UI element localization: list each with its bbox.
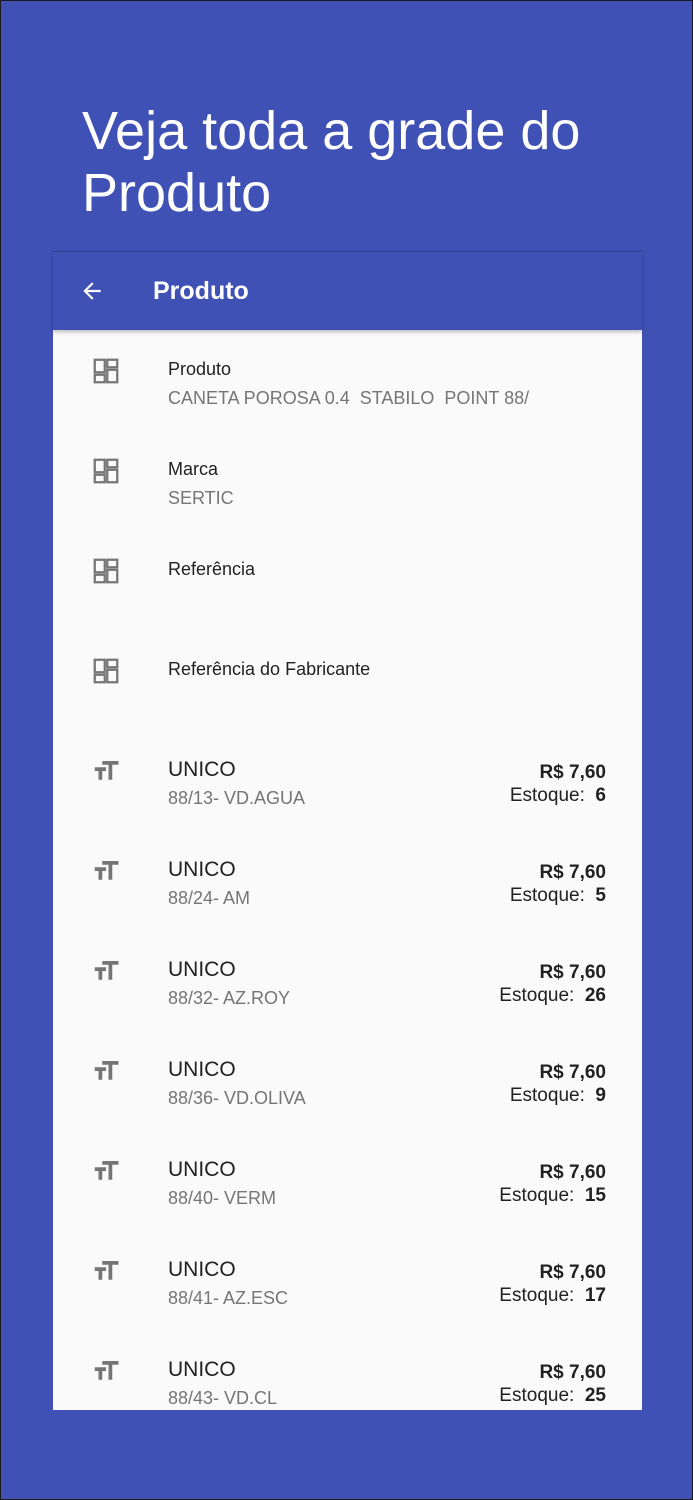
variant-row[interactable]	[53, 1130, 642, 1230]
variant-color: 88/24- AM	[168, 888, 251, 908]
detail-label: Referência do Fabricante	[168, 659, 371, 679]
stock-label: Estoque:	[499, 985, 575, 1006]
variant-size: UNICO	[168, 1058, 236, 1081]
variant-stock	[510, 1085, 606, 1107]
stock-label: Estoque:	[499, 1185, 575, 1206]
variant-price: R$ 7,60	[539, 962, 606, 983]
stock-label: Estoque:	[499, 1385, 575, 1406]
promo-headline: Veja toda a grade do Produto	[82, 101, 581, 223]
variant-row[interactable]	[53, 830, 642, 930]
stock-label: Estoque:	[509, 885, 585, 906]
variant-stock	[510, 885, 606, 907]
stock-quantity: 26	[584, 985, 606, 1006]
variant-row[interactable]	[53, 930, 642, 1030]
text-size-icon	[91, 756, 121, 786]
stock-quantity: 6	[595, 785, 606, 806]
stock-quantity: 9	[595, 1085, 606, 1106]
stock-quantity: 25	[584, 1385, 606, 1406]
variant-price: R$ 7,60	[539, 762, 606, 783]
dashboard-grid-icon	[91, 656, 121, 686]
stock-label: Estoque:	[499, 1285, 575, 1306]
product-grid-list[interactable]	[53, 330, 642, 1410]
variant-row[interactable]	[53, 1330, 642, 1410]
variant-row[interactable]	[53, 1030, 642, 1130]
variant-stock	[499, 1285, 606, 1307]
variant-color: 88/40- VERM	[168, 1188, 277, 1208]
stock-label: Estoque:	[509, 1085, 585, 1106]
back-button[interactable]	[69, 268, 115, 314]
stock-label: Estoque:	[509, 785, 585, 806]
text-size-icon	[91, 856, 121, 886]
detail-label: Referência	[168, 559, 256, 579]
variant-color: 88/41- AZ.ESC	[168, 1288, 289, 1308]
stock-quantity: 17	[584, 1285, 606, 1306]
variant-price: R$ 7,60	[539, 862, 606, 883]
detail-row-referencia[interactable]	[53, 530, 642, 630]
variant-color: 88/13- VD.AGUA	[168, 788, 306, 808]
variant-size: UNICO	[168, 858, 236, 881]
variant-row[interactable]	[53, 730, 642, 830]
detail-value: CANETA POROSA 0.4 STABILO POINT 88/	[168, 388, 530, 408]
dashboard-grid-icon	[91, 456, 121, 486]
text-size-icon	[91, 1356, 121, 1386]
dashboard-grid-icon	[91, 556, 121, 586]
detail-label: Marca	[168, 459, 219, 479]
variant-price: R$ 7,60	[539, 1162, 606, 1183]
detail-row-referencia-fabricante[interactable]	[53, 630, 642, 730]
dashboard-grid-icon	[91, 356, 121, 386]
app-bar	[53, 252, 642, 330]
app-bar-title: Produto	[153, 276, 249, 305]
variant-color: 88/32- AZ.ROY	[168, 988, 291, 1008]
detail-label: Produto	[168, 359, 232, 379]
variant-price: R$ 7,60	[539, 1062, 606, 1083]
variant-price: R$ 7,60	[539, 1362, 606, 1383]
variant-size: UNICO	[168, 1158, 236, 1181]
text-size-icon	[91, 956, 121, 986]
variant-stock	[499, 1185, 606, 1207]
stock-quantity: 15	[584, 1185, 606, 1206]
stock-quantity: 5	[595, 885, 606, 906]
text-size-icon	[91, 1056, 121, 1086]
variant-stock	[499, 985, 606, 1007]
detail-value: SERTIC	[168, 488, 234, 508]
text-size-icon	[91, 1256, 121, 1286]
variant-size: UNICO	[168, 1358, 236, 1381]
variant-color: 88/43- VD.CL	[168, 1388, 278, 1408]
variant-stock	[510, 785, 606, 807]
detail-row-marca[interactable]	[53, 430, 642, 530]
variant-size: UNICO	[168, 958, 236, 981]
variant-row[interactable]	[53, 1230, 642, 1330]
arrow-back-icon	[79, 278, 105, 304]
detail-row-produto[interactable]	[53, 330, 642, 430]
variant-color: 88/36- VD.OLIVA	[168, 1088, 306, 1108]
variant-size: UNICO	[168, 758, 236, 781]
text-size-icon	[91, 1156, 121, 1186]
variant-size: UNICO	[168, 1258, 236, 1281]
variant-stock	[499, 1385, 606, 1407]
variant-price: R$ 7,60	[539, 1262, 606, 1283]
